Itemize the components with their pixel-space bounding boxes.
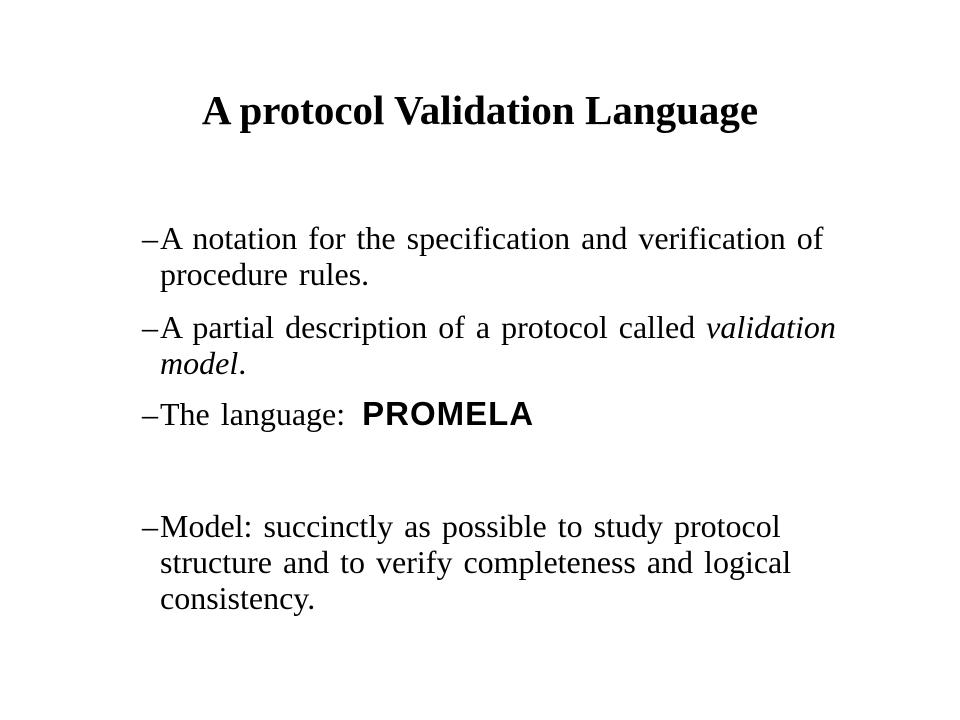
language-label: The language: [160,396,346,432]
bullet-text-after: . [238,345,247,381]
bullet-text: Model: succinctly as possible to study protocol structure and to verify completeness and logical consistency. [160,508,792,616]
slide-title: A protocol Validation Language [201,87,759,133]
emphasis-validation-model: validation model [160,309,836,381]
bullet-dash: – [142,220,158,256]
bullet-item-language [122,396,882,432]
bullet-item-partial-description [122,309,882,381]
bullet-text [160,396,882,432]
bullet-text-before: A partial description of a protocol called [160,309,707,345]
bullet-item-notation [122,220,882,292]
bullet-dash: – [142,396,158,432]
bullet-dash: – [142,508,158,544]
bullet-item-model [122,508,882,616]
promela-highlight: PROMELA [362,395,535,432]
bullet-dash: – [142,309,158,345]
bullet-text [160,309,882,381]
bullet-text: A notation for the specification and verification of procedure rules. [160,220,824,292]
